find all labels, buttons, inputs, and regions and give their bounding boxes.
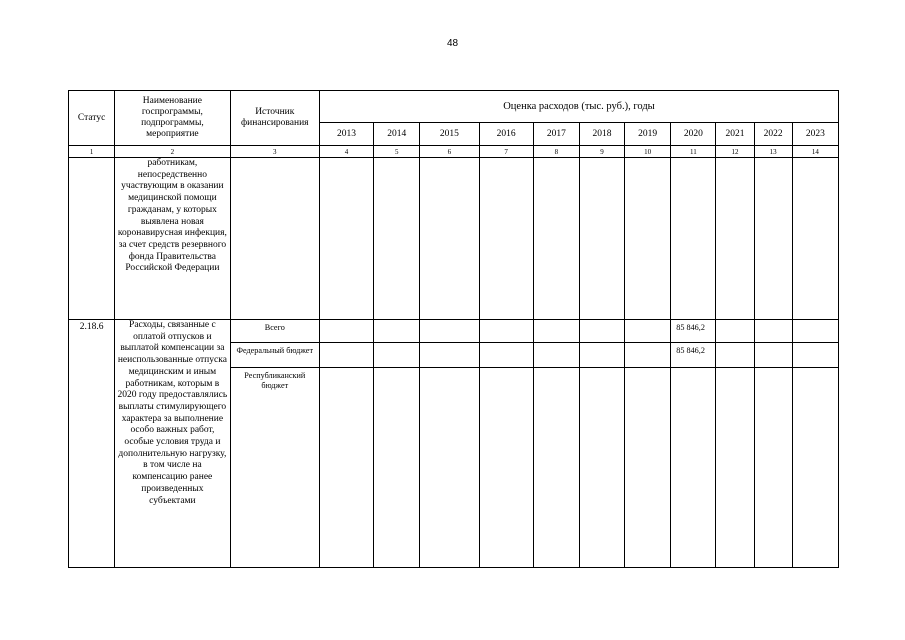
value-cell [579, 343, 624, 368]
row-status: 2.18.6 [69, 320, 115, 568]
value-cell [319, 343, 373, 368]
value-cell [533, 320, 579, 343]
column-number: 6 [420, 146, 479, 158]
value-cell [374, 320, 420, 343]
header-status: Статус [69, 91, 115, 146]
value-cell [792, 343, 838, 368]
value-cell [754, 368, 792, 568]
column-number: 12 [716, 146, 754, 158]
value-cell [716, 368, 754, 568]
column-number: 5 [374, 146, 420, 158]
source-label: Всего [230, 320, 319, 343]
value-cell [374, 158, 420, 320]
value-cell [754, 158, 792, 320]
value-cell [374, 368, 420, 568]
column-number: 1 [69, 146, 115, 158]
year-header: 2017 [533, 123, 579, 146]
column-number: 2 [115, 146, 230, 158]
year-header: 2020 [671, 123, 716, 146]
value-cell [625, 368, 671, 568]
header-source: Источник финансирования [230, 91, 319, 146]
value-cell [533, 368, 579, 568]
column-number: 4 [319, 146, 373, 158]
source-label: Федеральный бюджет [230, 343, 319, 368]
expense-table [68, 90, 839, 568]
year-header: 2013 [319, 123, 373, 146]
value-cell [716, 343, 754, 368]
source-cell [230, 158, 319, 320]
value-cell [625, 320, 671, 343]
column-number: 9 [579, 146, 624, 158]
column-number: 10 [625, 146, 671, 158]
row-status [69, 158, 115, 320]
column-number: 7 [479, 146, 533, 158]
value-cell [533, 343, 579, 368]
value-cell [754, 343, 792, 368]
column-number: 3 [230, 146, 319, 158]
year-header: 2022 [754, 123, 792, 146]
source-label: Республиканский бюджет [230, 368, 319, 568]
value-cell [792, 320, 838, 343]
value-cell [420, 158, 479, 320]
value-cell [792, 158, 838, 320]
value-cell [319, 158, 373, 320]
value-cell: 85 846,2 [671, 343, 716, 368]
year-header: 2015 [420, 123, 479, 146]
value-cell [754, 320, 792, 343]
value-cell [479, 368, 533, 568]
value-cell [479, 343, 533, 368]
value-cell [479, 320, 533, 343]
column-number: 14 [792, 146, 838, 158]
value-cell [533, 158, 579, 320]
row-name: работникам, непосредственно участвующим в оказании медицинской помощи гражданам, у которых выявлена новая коронавирусная инфекция, за счет средств резервного фонда Правительства Российской Федерации [115, 158, 230, 320]
year-header: 2021 [716, 123, 754, 146]
year-header: 2018 [579, 123, 624, 146]
value-cell [716, 320, 754, 343]
value-cell [579, 158, 624, 320]
value-cell: 85 846,2 [671, 320, 716, 343]
page-number: 48 [446, 38, 459, 49]
value-cell [792, 368, 838, 568]
year-header: 2023 [792, 123, 838, 146]
value-cell [671, 368, 716, 568]
value-cell [671, 158, 716, 320]
header-estimate: Оценка расходов (тыс. руб.), годы [319, 91, 838, 123]
year-header: 2016 [479, 123, 533, 146]
column-number: 11 [671, 146, 716, 158]
header-name: Наименование госпрограммы, подпрограммы, мероприятие [115, 91, 230, 146]
value-cell [374, 343, 420, 368]
column-number: 13 [754, 146, 792, 158]
value-cell [319, 320, 373, 343]
value-cell [420, 320, 479, 343]
value-cell [319, 368, 373, 568]
year-header: 2014 [374, 123, 420, 146]
column-number: 8 [533, 146, 579, 158]
value-cell [579, 320, 624, 343]
year-header: 2019 [625, 123, 671, 146]
value-cell [420, 368, 479, 568]
value-cell [479, 158, 533, 320]
value-cell [625, 158, 671, 320]
value-cell [625, 343, 671, 368]
value-cell [716, 158, 754, 320]
value-cell [420, 343, 479, 368]
row-name: Расходы, связанные с оплатой отпусков и выплатой компенсации за неиспользованные отпуска медицинским и иным работникам, которым в 2020 году предоставлялись выплаты стимулирующего характера за выполнение особо важных работ, особые условия труда и дополнительную нагрузку, в том числе на компенсацию ранее произведенных субъектами [115, 320, 230, 568]
value-cell [579, 368, 624, 568]
